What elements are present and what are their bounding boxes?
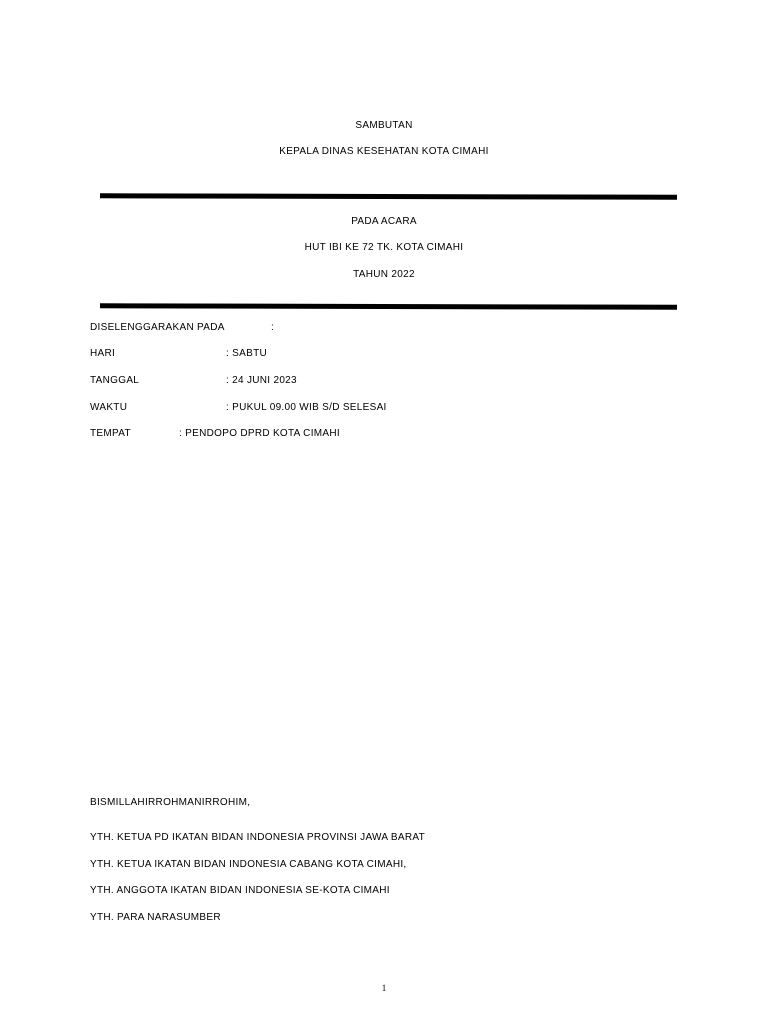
- document-title: SAMBUTAN: [355, 120, 413, 131]
- greeting-line-4: YTH. PARA NARASUMBER: [90, 912, 221, 923]
- held-label: DISELENGGARAKAN PADA: [90, 322, 225, 333]
- document-subtitle: KEPALA DINAS KESEHATAN KOTA CIMAHI: [279, 146, 489, 157]
- event-line-3: TAHUN 2022: [353, 269, 415, 280]
- opening-line: BISMILLAHIRROHMANIRROHIM,: [90, 797, 251, 808]
- day-value: : SABTU: [226, 348, 267, 359]
- top-divider: [100, 193, 677, 200]
- date-label: TANGGAL: [90, 375, 140, 386]
- held-value: :: [271, 322, 275, 333]
- page-number: 1: [381, 983, 387, 993]
- place-value: : PENDOPO DPRD KOTA CIMAHI: [179, 428, 340, 439]
- time-value: : PUKUL 09.00 WIB S/D SELESAI: [226, 402, 387, 413]
- place-label: TEMPAT: [90, 428, 131, 439]
- greeting-line-3: YTH. ANGGOTA IKATAN BIDAN INDONESIA SE-KOTA CIMAHI: [90, 885, 390, 896]
- greeting-line-1: YTH. KETUA PD IKATAN BIDAN INDONESIA PROVINSI JAWA BARAT: [90, 832, 426, 843]
- event-line-2: HUT IBI KE 72 TK. KOTA CIMAHI: [304, 242, 464, 253]
- greeting-line-2: YTH. KETUA IKATAN BIDAN INDONESIA CABANG KOTA CIMAHI,: [90, 859, 407, 870]
- date-value: : 24 JUNI 2023: [226, 375, 297, 386]
- time-label: WAKTU: [90, 402, 128, 413]
- event-line-1: PADA ACARA: [351, 216, 417, 227]
- day-label: HARI: [90, 348, 116, 359]
- bottom-divider: [100, 303, 677, 310]
